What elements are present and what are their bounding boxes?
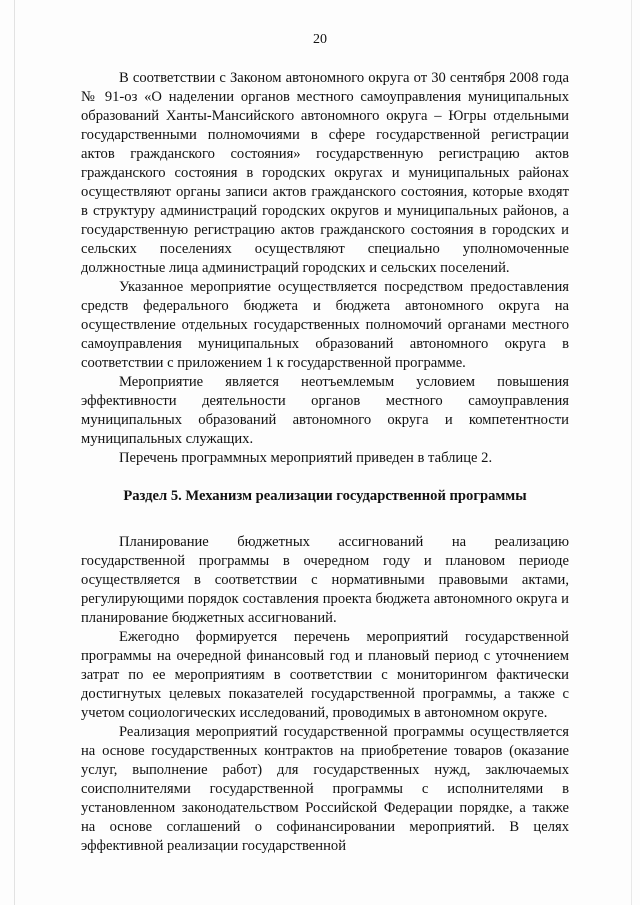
paragraph-implementation: Реализация мероприятий государственной программы осуществляется на основе государственных контрактов на приобретение товаров (оказание услуг, выполнение работ) для государственных нужд, заключаемых соисполнителями государственной программы с исполнителями в установленном законодательством Российской Федерации порядке, а также на основе соглашений о софинансировании мероприятий. В целях эффективной реализации государственной	[81, 724, 569, 854]
paragraph-funding: Указанное мероприятие осуществляется посредством предоставления средств федерального бюджета и бюджета автономного округа на осуществление отдельных государственных полномочий органами местного самоуправления муниципальных образований автономного округа в соответствии с приложением 1 к государственной программе.	[81, 279, 569, 371]
paragraph-law-reference: В соответствии с Законом автономного округа от 30 сентября 2008 года № 91-оз «О наделении органов местного самоуправления муниципальных образований Ханты-Мансийского автономного округа – Югры отдельными государственными полномочиями в сфере государственной регистрации актов гражданского состояния» государственную регистрацию актов гражданского состояния в городских округах и муниципальных районах осуществляют органы записи актов гражданского состояния, которые входят в структуру администраций городских округов и муниципальных районов, а государственную регистрацию актов гражданского состояния в городских и сельских поселениях осуществляют специально уполномоченные должностные лица администраций городских и сельских поселений.	[81, 70, 569, 276]
page-number: 20	[313, 32, 327, 47]
paragraph-efficiency: Мероприятие является неотъемлемым условием повышения эффективности деятельности органов местного самоуправления муниципальных образований автономного округа и компетентности муниципальных служащих.	[81, 374, 569, 447]
paragraph-annual-list: Ежегодно формируется перечень мероприятий государственной программы на очередной финансовый год и плановый период с уточнением затрат по ее мероприятиям в соответствии с мониторингом фактически достигнутых целевых показателей государственной программы, а также с учетом социологических исследований, проводимых в автономном округе.	[81, 629, 569, 721]
section-heading: Раздел 5. Механизм реализации государственной программы	[123, 488, 527, 504]
document-body	[81, 69, 569, 856]
paragraph-table-reference: Перечень программных мероприятий приведен в таблице 2.	[119, 450, 493, 466]
scan-edge-left	[14, 0, 15, 905]
scan-edge-right	[631, 0, 632, 905]
paragraph-budget-planning: Планирование бюджетных ассигнований на реализацию государственной программы в очередном году и плановом периоде осуществляется в соответствии с нормативными правовыми актами, регулирующими порядок составления проекта бюджета автономного округа и планирование бюджетных ассигнований.	[81, 534, 569, 626]
